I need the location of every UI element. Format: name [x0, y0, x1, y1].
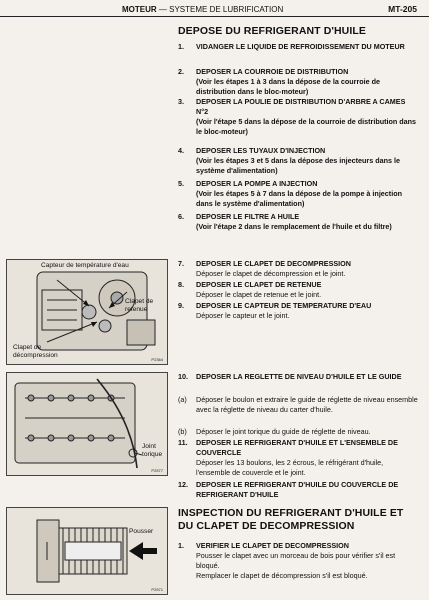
- step-10: [178, 372, 418, 382]
- step-4: [178, 146, 418, 176]
- step-title: DEPOSER LE CLAPET DE DECOMPRESSION: [196, 259, 351, 268]
- step-detail: (Voir l'étape 2 dans le remplacement de l'huile et du filtre): [196, 222, 392, 231]
- figure-code: P2571: [151, 587, 163, 592]
- step-number: 3.: [178, 97, 184, 106]
- step-detail-2: Remplacer le clapet de décompression s'il est bloqué.: [196, 571, 368, 580]
- step-number: 9.: [178, 301, 184, 310]
- section-title-line2: DU CLAPET DE DECOMPRESSION: [178, 520, 355, 532]
- step-detail: Déposer le clapet de retenue et le joint.: [196, 290, 322, 299]
- figure-engine-valves: [6, 259, 168, 365]
- figure-code: P2364: [151, 357, 163, 362]
- step-detail: (Voir les étapes 5 à 7 dans la dépose de la pompe à injection dans le système d'alimentation): [196, 189, 402, 208]
- step-detail: Pousser le clapet avec un morceau de bois pour vérifier s'il est bloqué.: [196, 551, 396, 570]
- header-rule: [0, 16, 429, 17]
- step-title: VERIFIER LE CLAPET DE DECOMPRESSION: [196, 541, 349, 550]
- label-water-temp-sensor: Capteur de température d'eau: [41, 262, 129, 269]
- step-3: [178, 97, 418, 137]
- step-number: 7.: [178, 259, 184, 268]
- section-title-depose: DEPOSE DU REFRIGERANT D'HUILE: [178, 25, 366, 37]
- step-title: DEPOSER LE REFRIGERANT D'HUILE DU COUVERCLE DE REFRIGERANT D'HUILE: [196, 480, 399, 499]
- step-title: DEPOSER LA POMPE A INJECTION: [196, 179, 318, 188]
- header-section-title: MOTEUR: [122, 5, 157, 14]
- section-title-inspection: [178, 507, 403, 533]
- step-detail: (Voir l'étape 5 dans la dépose de la courroie de distribution dans le bloc-moteur): [196, 117, 417, 136]
- section-title-line1: INSPECTION DU REFRIGERANT D'HUILE ET: [178, 507, 404, 519]
- step-detail: Déposer les 13 boulons, les 2 écrous, le réfrigérant d'huile, l'ensemble de couvercle et le joint.: [196, 458, 384, 477]
- step-title: DEPOSER LE CLAPET DE RETENUE: [196, 280, 322, 289]
- figure-code: P2577: [151, 468, 163, 473]
- step-2: [178, 67, 418, 97]
- step-title: DEPOSER LE REFRIGERANT D'HUILE ET L'ENSEMBLE DE COUVERCLE: [196, 438, 398, 457]
- step-detail: Déposer le joint torique du guide de réglette de niveau.: [196, 427, 371, 436]
- step-7: [178, 259, 418, 279]
- step-number: 1.: [178, 42, 184, 51]
- step-12: [178, 480, 418, 500]
- step-number: 10.: [178, 372, 188, 381]
- step-detail: (Voir les étapes 3 et 5 dans la dépose des injecteurs dans le système d'alimentation): [196, 156, 400, 175]
- step-number: (b): [178, 427, 187, 436]
- step-1: [178, 42, 418, 52]
- header-section: [122, 5, 283, 14]
- label-check-valve: Clapet de retenue: [125, 298, 154, 313]
- step-title: VIDANGER LE LIQUIDE DE REFROIDISSEMENT DU MOTEUR: [196, 42, 405, 51]
- step-number: 8.: [178, 280, 184, 289]
- step-detail: Déposer le boulon et extraire le guide de réglette de niveau ensemble avec la réglette de niveau du carter d'huile.: [196, 395, 418, 414]
- step-9: [178, 301, 418, 321]
- step-6: [178, 212, 418, 232]
- step-title: DEPOSER LE FILTRE A HUILE: [196, 212, 300, 221]
- step-detail: Déposer le capteur et le joint.: [196, 311, 290, 320]
- label-relief-valve: Clapet de décompression: [13, 344, 58, 359]
- label-o-ring: Joint torique: [142, 443, 163, 458]
- header-subsection: — SYSTEME DE LUBRIFICATION: [158, 5, 284, 14]
- relief-valve-drawing: [7, 508, 167, 594]
- step-number: 2.: [178, 67, 184, 76]
- step-number: 4.: [178, 146, 184, 155]
- label-push: Pousser: [129, 528, 154, 535]
- step-number: 12.: [178, 480, 188, 489]
- step-title: DEPOSER LE CAPTEUR DE TEMPERATURE D'EAU: [196, 301, 372, 310]
- step-number: (a): [178, 395, 187, 404]
- step-title: DEPOSER LA REGLETTE DE NIVEAU D'HUILE ET LE GUIDE: [196, 372, 402, 381]
- step-5: [178, 179, 418, 209]
- step-title: DEPOSER LES TUYAUX D'INJECTION: [196, 146, 326, 155]
- oil-cooler-drawing: [7, 373, 167, 475]
- step-detail: (Voir les étapes 1 à 3 dans la dépose de la courroie de distribution dans le bloc-moteur): [196, 77, 381, 96]
- figure-relief-valve-push: [6, 507, 168, 595]
- figure-oil-cooler-assembly: [6, 372, 168, 476]
- inspection-step-1: [178, 541, 418, 581]
- page-header: [0, 0, 429, 16]
- page-number: MT-205: [388, 4, 417, 14]
- step-8: [178, 280, 418, 300]
- step-number: 1.: [178, 541, 184, 550]
- step-10b: [178, 427, 418, 437]
- step-title: DEPOSER LA COURROIE DE DISTRIBUTION: [196, 67, 349, 76]
- step-11: [178, 438, 418, 478]
- step-10a: [178, 395, 418, 415]
- step-detail: Déposer le clapet de décompression et le joint.: [196, 269, 346, 278]
- step-title: DEPOSER LA POULIE DE DISTRIBUTION D'ARBRE A CAMES N°2: [196, 97, 406, 116]
- step-number: 5.: [178, 179, 184, 188]
- step-number: 11.: [178, 438, 188, 447]
- step-number: 6.: [178, 212, 184, 221]
